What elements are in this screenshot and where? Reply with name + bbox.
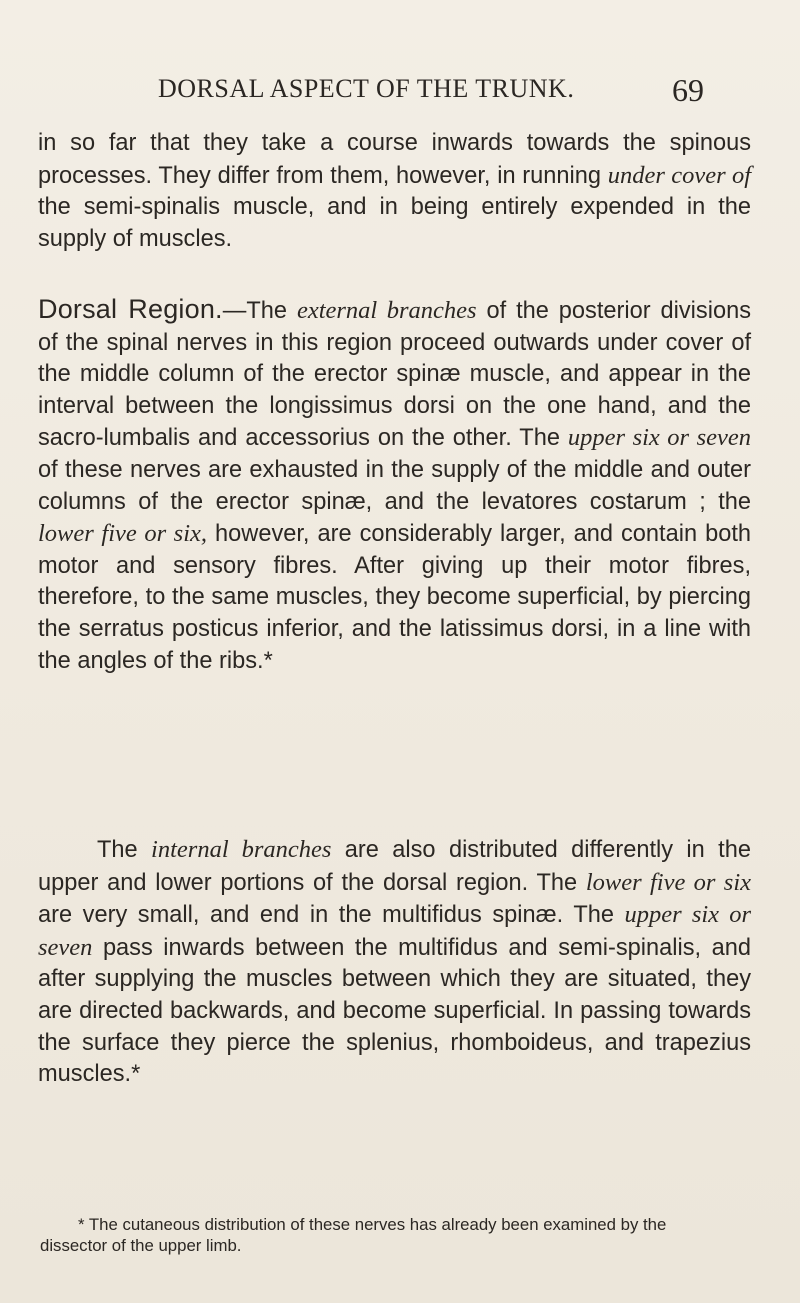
italic-phrase: external branches [296,297,477,324]
text-run: in so far that they take a course inwards towards the spinous processes. They differ from them, however, in running [38,130,751,189]
italic-phrase: lower five or six [585,868,751,896]
italic-phrase: upper six or seven [38,901,751,961]
text-run: of the posterior divisions of the spinal nerves in this region proceed outwards under cover of the middle column of the erector spinæ muscle, and appear in the interval between the longissimus dorsi on the one hand, and the sacro-lumbalis and accessorius on the other. The [38,298,752,452]
text-run: of these nerves are exhausted in the supply of the middle and outer columns of the erector spinæ, and the levatores costarum ; the [38,456,751,515]
italic-phrase: upper six or seven [567,424,751,452]
text-run: are also distributed differently in the upper and lower portions of the dorsal region. The [38,837,751,896]
paragraph-internal-branches [38,834,751,1091]
italic-phrase: internal branches [151,836,332,863]
text-run: are very small, and end in the multifidus spinæ. The [38,902,625,929]
text-run: however, are considerably larger, and contain both motor and sensory fibres. After giving up their motor fibres, therefore, to the same muscles, they become superficial, by piercing the serratus posticus inferior, and the latissimus dorsi, in a line with the angles of the ribs.* [38,521,752,674]
running-head [158,74,704,114]
footnote: * The cutaneous distribution of these nerves has already been examined by the dissector of the upper limb. [40,1215,667,1255]
italic-phrase: under cover of [607,161,752,189]
page-number: 69 [672,72,704,108]
section-heading: Dorsal Region. [38,294,223,324]
text-run: the semi-spinalis muscle, and in being entirely expended in the supply of muscles. [38,194,751,252]
running-title: DORSAL ASPECT OF THE TRUNK. [158,74,575,103]
text-run: The [97,837,152,863]
text-run: —The [222,298,297,324]
paragraph-dorsal-region [38,294,751,677]
italic-phrase: lower five or six, [38,520,208,548]
paragraph-continuation [38,128,751,255]
text-run: pass inwards between the multifidus and semi-spinalis, and after supplying the muscles between which they are situated, they are directed backwards, and become superficial. In passing towards the surface they pierce the splenius, rhomboideus, and trapezius muscles.* [38,934,751,1088]
